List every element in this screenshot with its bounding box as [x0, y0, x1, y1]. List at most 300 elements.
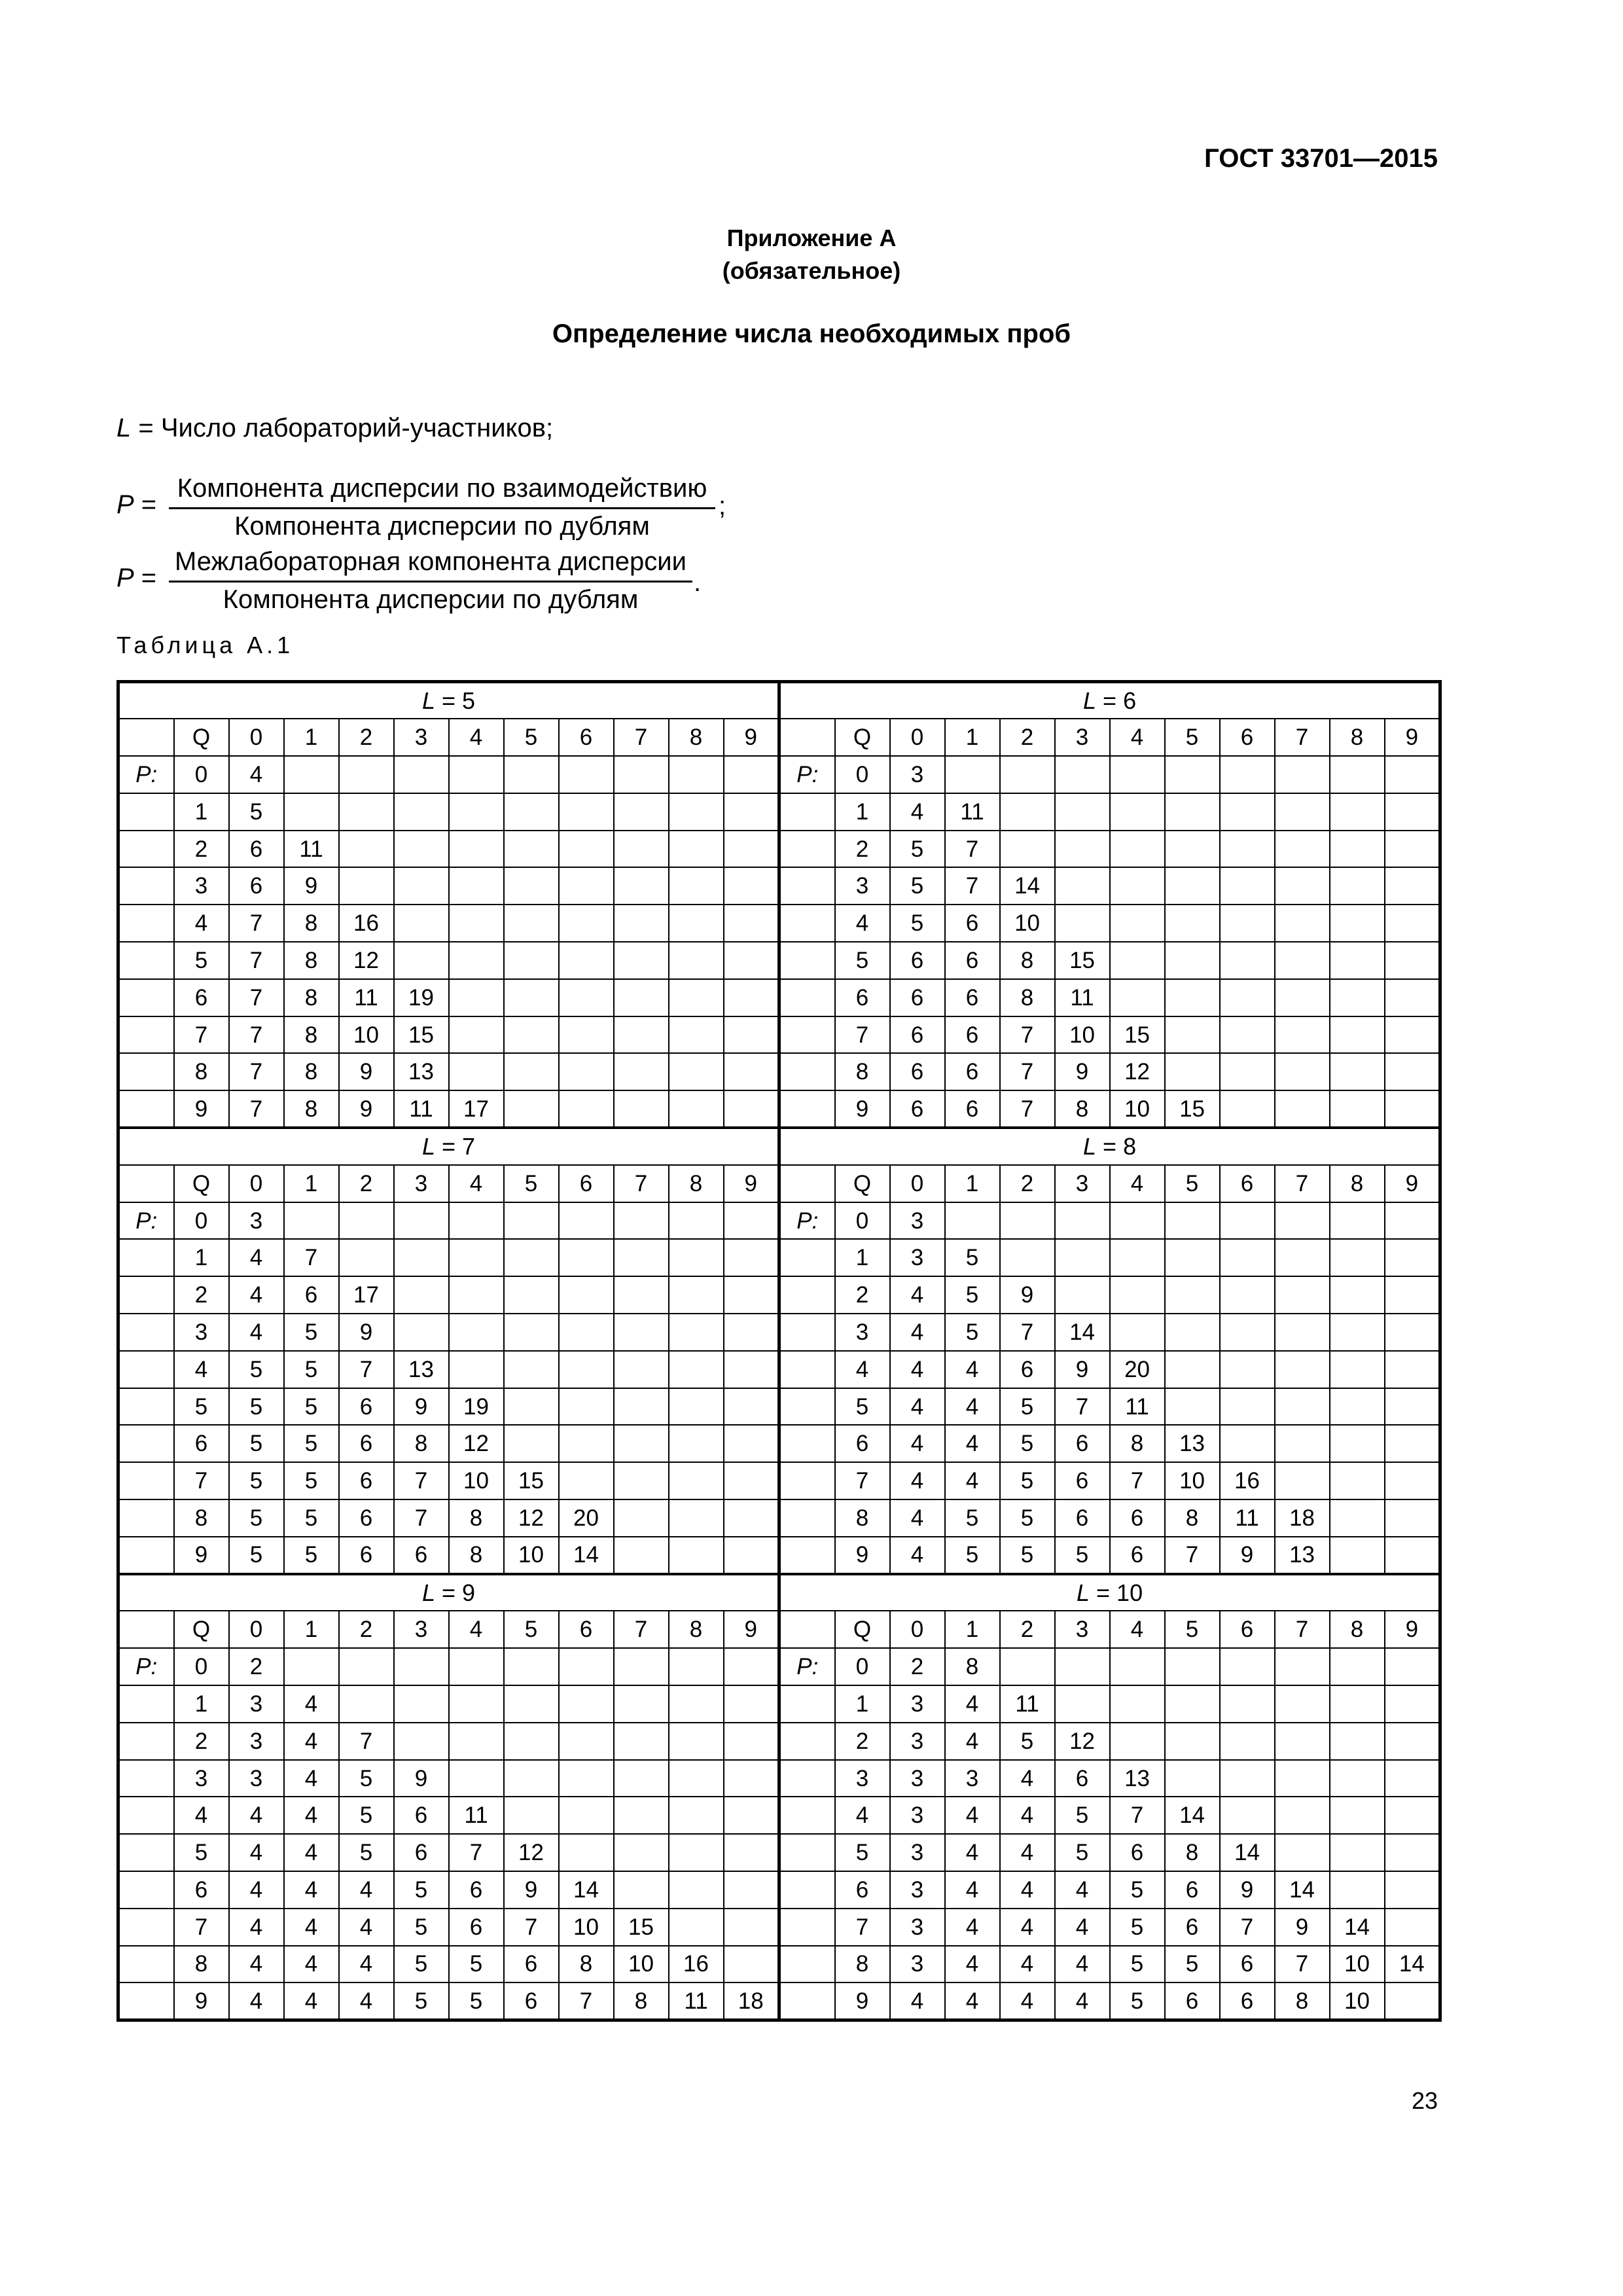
- p-value: 6: [835, 1425, 890, 1462]
- p-value: 7: [835, 1909, 890, 1946]
- sample-count: [1385, 1053, 1440, 1090]
- sample-count: [504, 1388, 559, 1426]
- sample-count: [614, 1462, 669, 1499]
- sample-count: 12: [504, 1834, 559, 1871]
- sample-count: [669, 1871, 724, 1909]
- sample-count: 4: [284, 1871, 339, 1909]
- sample-count: [1385, 1871, 1440, 1909]
- sample-count: [1000, 793, 1055, 831]
- sample-count: [504, 1239, 559, 1276]
- sample-count: 15: [1110, 1016, 1165, 1054]
- sample-count: [614, 1723, 669, 1760]
- sample-count: 6: [504, 1982, 559, 2020]
- p-value: 2: [174, 1276, 229, 1314]
- sample-count: [559, 1760, 614, 1797]
- sample-count: [339, 793, 394, 831]
- sample-count: [504, 1797, 559, 1834]
- label-cell: [118, 1053, 174, 1090]
- q-value: 7: [614, 719, 669, 756]
- l-symbol: L: [1076, 1579, 1090, 1606]
- sample-count: 15: [1165, 1090, 1220, 1128]
- label-cell: [779, 1425, 835, 1462]
- sample-count: 4: [1000, 1982, 1055, 2020]
- q-label: Q: [174, 1165, 229, 1202]
- q-value: 9: [1385, 719, 1440, 756]
- sample-count: [1275, 1202, 1330, 1240]
- sample-count: [394, 1314, 449, 1351]
- sample-count: [1275, 1760, 1330, 1797]
- sample-count: [1385, 1016, 1440, 1054]
- sample-count: [1055, 1685, 1110, 1723]
- sample-count: [559, 867, 614, 905]
- sample-count: 8: [449, 1499, 504, 1537]
- sample-count: 8: [1165, 1499, 1220, 1537]
- sample-count: [1385, 1797, 1440, 1834]
- sample-count: [724, 1909, 779, 1946]
- sample-count: 12: [339, 942, 394, 979]
- sample-count: 7: [1110, 1462, 1165, 1499]
- table-row: [118, 1053, 1440, 1090]
- sample-count: [1165, 1388, 1220, 1426]
- sample-count: 4: [339, 1871, 394, 1909]
- formula-lhs: [116, 565, 156, 591]
- sample-count: 8: [1000, 942, 1055, 979]
- p-value: 3: [835, 1314, 890, 1351]
- label-cell: [779, 1982, 835, 2020]
- p-value: 8: [174, 1946, 229, 1983]
- label-cell: [118, 793, 174, 831]
- sample-count: [1110, 756, 1165, 793]
- q-value: 9: [724, 1611, 779, 1648]
- label-cell: [118, 1946, 174, 1983]
- label-cell: [779, 1239, 835, 1276]
- sample-count: 11: [339, 979, 394, 1016]
- sample-count: [724, 1946, 779, 1983]
- sample-count: [945, 1202, 1000, 1240]
- q-value: 8: [669, 719, 724, 756]
- sample-count: 5: [229, 1499, 284, 1537]
- q-value: 2: [1000, 719, 1055, 756]
- p-value: 1: [835, 793, 890, 831]
- label-cell: [118, 1685, 174, 1723]
- p-value: 1: [174, 793, 229, 831]
- p-value: 0: [835, 1648, 890, 1685]
- sample-count: 3: [890, 1239, 945, 1276]
- formula-punctuation: ;: [719, 492, 726, 520]
- sample-count: [449, 905, 504, 942]
- q-value: 0: [890, 719, 945, 756]
- sample-count: [1385, 1982, 1440, 2020]
- sample-count: [724, 1462, 779, 1499]
- sample-count: [504, 831, 559, 868]
- q-value: 2: [1000, 1611, 1055, 1648]
- q-value: 6: [1220, 1165, 1275, 1202]
- sample-count: [1275, 1351, 1330, 1388]
- label-cell: [779, 1351, 835, 1388]
- q-value: 5: [1165, 1611, 1220, 1648]
- sample-count: 6: [339, 1425, 394, 1462]
- sample-count: [449, 867, 504, 905]
- q-value: 9: [724, 719, 779, 756]
- sample-count: [504, 1760, 559, 1797]
- sample-count: 4: [229, 1276, 284, 1314]
- p-value: 5: [835, 1388, 890, 1426]
- sample-count: 11: [284, 831, 339, 868]
- sample-count: 5: [1000, 1723, 1055, 1760]
- sample-count: [394, 942, 449, 979]
- sample-count: 4: [229, 756, 284, 793]
- sample-count: [1165, 1351, 1220, 1388]
- label-cell: [779, 1871, 835, 1909]
- label-cell: [118, 1909, 174, 1946]
- sample-count: [724, 1834, 779, 1871]
- p-value: 8: [835, 1946, 890, 1983]
- sample-count: 11: [1000, 1685, 1055, 1723]
- sample-count: [1220, 867, 1275, 905]
- sample-count: [614, 1871, 669, 1909]
- label-cell: [779, 1797, 835, 1834]
- sample-count: [449, 942, 504, 979]
- formula-interlab: [116, 543, 745, 615]
- sample-count: [614, 867, 669, 905]
- sample-count: 9: [394, 1760, 449, 1797]
- q-value: 3: [1055, 719, 1110, 756]
- table-row: [118, 1090, 1440, 1128]
- sample-count: 13: [394, 1053, 449, 1090]
- sample-count: 9: [394, 1388, 449, 1426]
- p-value: 2: [174, 1723, 229, 1760]
- sample-count: [1110, 1202, 1165, 1240]
- sample-count: [669, 1648, 724, 1685]
- label-cell: [118, 1351, 174, 1388]
- block-l-header: [779, 682, 1440, 719]
- sample-count: 19: [449, 1388, 504, 1426]
- sample-count: 4: [339, 1946, 394, 1983]
- sample-count: [1165, 1053, 1220, 1090]
- sample-count: [1220, 979, 1275, 1016]
- sample-count: [1385, 1685, 1440, 1723]
- sample-count: 4: [229, 1946, 284, 1983]
- sample-count: 9: [339, 1314, 394, 1351]
- sample-count: 7: [1110, 1797, 1165, 1834]
- block-l-header: [779, 1128, 1440, 1165]
- sample-count: [724, 979, 779, 1016]
- sample-count: 11: [1110, 1388, 1165, 1426]
- sample-count: 5: [284, 1388, 339, 1426]
- sample-count: 6: [1165, 1909, 1220, 1946]
- sample-count: 6: [1220, 1946, 1275, 1983]
- sample-count: [1385, 756, 1440, 793]
- sample-count: 10: [1330, 1946, 1385, 1983]
- sample-count: [449, 1760, 504, 1797]
- q-value: 1: [945, 1611, 1000, 1648]
- sample-count: [614, 1276, 669, 1314]
- sample-count: 10: [449, 1462, 504, 1499]
- sample-count: 5: [394, 1871, 449, 1909]
- sample-count: 5: [890, 905, 945, 942]
- sample-count: 11: [669, 1982, 724, 2020]
- sample-count: [394, 1685, 449, 1723]
- sample-count: 8: [284, 905, 339, 942]
- sample-count: 5: [1000, 1388, 1055, 1426]
- sample-count: 4: [890, 1462, 945, 1499]
- sample-count: [504, 1090, 559, 1128]
- sample-count: [559, 1425, 614, 1462]
- sample-count: 5: [1110, 1946, 1165, 1983]
- label-cell: [779, 1462, 835, 1499]
- label-cell: [118, 1537, 174, 1574]
- sample-count: [1275, 1388, 1330, 1426]
- sample-count: [669, 1723, 724, 1760]
- sample-count: [559, 1685, 614, 1723]
- p-value: 4: [835, 1797, 890, 1834]
- sample-count: [614, 1053, 669, 1090]
- p-value: 0: [174, 1202, 229, 1240]
- label-cell: [118, 979, 174, 1016]
- formula-lhs: [116, 492, 156, 518]
- sample-count: 5: [284, 1351, 339, 1388]
- formula-numerator: Компонента дисперсии по взаимодействию: [177, 474, 707, 503]
- q-value: 1: [284, 719, 339, 756]
- sample-count: 5: [229, 1537, 284, 1574]
- sample-count: [1330, 1499, 1385, 1537]
- sample-count: 6: [1110, 1537, 1165, 1574]
- label-cell: [118, 831, 174, 868]
- sample-count: [449, 1276, 504, 1314]
- sample-count: 6: [945, 1090, 1000, 1128]
- sample-count: 3: [890, 1834, 945, 1871]
- l-value: 8: [1123, 1132, 1137, 1160]
- sample-count: 6: [945, 905, 1000, 942]
- sample-count: [1165, 793, 1220, 831]
- sample-count: 14: [1220, 1834, 1275, 1871]
- sample-count: [284, 1202, 339, 1240]
- q-value: 5: [504, 719, 559, 756]
- sample-count: [1275, 867, 1330, 905]
- sample-count: 7: [229, 979, 284, 1016]
- p-value: 9: [835, 1090, 890, 1128]
- sample-count: 4: [945, 1834, 1000, 1871]
- sample-count: 5: [890, 867, 945, 905]
- table-row: [118, 1871, 1440, 1909]
- sample-count: 13: [1110, 1760, 1165, 1797]
- sample-count: [724, 905, 779, 942]
- sample-count: [559, 1314, 614, 1351]
- sample-count: [449, 1685, 504, 1723]
- table-row: [118, 1276, 1440, 1314]
- sample-count: [504, 1314, 559, 1351]
- sample-count: 4: [890, 1276, 945, 1314]
- sample-count: 4: [284, 1946, 339, 1983]
- sample-count: 5: [449, 1982, 504, 2020]
- sample-count: [1275, 905, 1330, 942]
- sample-count: [1275, 942, 1330, 979]
- sample-count: 8: [945, 1648, 1000, 1685]
- sample-count: [724, 1648, 779, 1685]
- q-value: 8: [1330, 1165, 1385, 1202]
- sample-count: [1220, 1425, 1275, 1462]
- label-cell: [118, 942, 174, 979]
- sample-count: 4: [284, 1797, 339, 1834]
- sample-count: [1110, 942, 1165, 979]
- sample-count: 12: [504, 1499, 559, 1537]
- sample-count: [1275, 831, 1330, 868]
- sample-count: [669, 1276, 724, 1314]
- label-cell: [118, 1797, 174, 1834]
- sample-count: 7: [1275, 1946, 1330, 1983]
- sample-count: [1275, 979, 1330, 1016]
- sample-count: [1330, 1723, 1385, 1760]
- q-value: 6: [1220, 1611, 1275, 1648]
- sample-count: [724, 1425, 779, 1462]
- sample-count: 7: [1000, 1090, 1055, 1128]
- sample-count: 9: [339, 1053, 394, 1090]
- sample-count: 4: [945, 1462, 1000, 1499]
- q-value: 5: [504, 1611, 559, 1648]
- q-value: 9: [1385, 1611, 1440, 1648]
- sample-count: 5: [1165, 1946, 1220, 1983]
- sample-count: 8: [559, 1946, 614, 1983]
- sample-count: [284, 756, 339, 793]
- q-value: 4: [1110, 1165, 1165, 1202]
- table-row: [118, 942, 1440, 979]
- sample-count: 15: [1055, 942, 1110, 979]
- sample-count: 5: [1000, 1537, 1055, 1574]
- sample-count: [449, 1053, 504, 1090]
- sample-count: [614, 793, 669, 831]
- sample-count: 14: [1055, 1314, 1110, 1351]
- sample-count: [669, 1909, 724, 1946]
- sample-count: 7: [1000, 1016, 1055, 1054]
- sample-count: 7: [1220, 1909, 1275, 1946]
- p-value: 8: [835, 1053, 890, 1090]
- sample-count: [1165, 756, 1220, 793]
- sample-count: [1110, 1685, 1165, 1723]
- sample-count: [1110, 867, 1165, 905]
- q-value: 2: [339, 1611, 394, 1648]
- sample-count: 4: [890, 1314, 945, 1351]
- l-symbol: L: [1083, 1132, 1097, 1160]
- sample-count: 6: [1055, 1760, 1110, 1797]
- sample-count: [1165, 1202, 1220, 1240]
- q-value: 2: [1000, 1165, 1055, 1202]
- sample-count: 14: [1165, 1797, 1220, 1834]
- sample-count: [1330, 942, 1385, 979]
- sample-count: [1165, 1276, 1220, 1314]
- sample-count: 4: [229, 1871, 284, 1909]
- data-table: [116, 680, 1442, 2022]
- sample-count: [1330, 756, 1385, 793]
- sample-count: [614, 1760, 669, 1797]
- p-value: 4: [174, 905, 229, 942]
- sample-count: [669, 1537, 724, 1574]
- sample-count: 13: [1165, 1425, 1220, 1462]
- sample-count: [284, 793, 339, 831]
- sample-count: [1330, 1314, 1385, 1351]
- sample-count: 12: [1110, 1053, 1165, 1090]
- sample-count: [1330, 1202, 1385, 1240]
- p-value: 1: [174, 1685, 229, 1723]
- sample-count: [449, 1351, 504, 1388]
- sample-count: [1165, 905, 1220, 942]
- p-value: 7: [174, 1909, 229, 1946]
- sample-count: 15: [504, 1462, 559, 1499]
- sample-count: [1220, 1276, 1275, 1314]
- q-value: 0: [229, 719, 284, 756]
- p-value: 3: [835, 1760, 890, 1797]
- q-value: 4: [449, 719, 504, 756]
- sample-count: 14: [1385, 1946, 1440, 1983]
- sample-count: [669, 1499, 724, 1537]
- sample-count: [1220, 1314, 1275, 1351]
- table-row: [118, 1239, 1440, 1276]
- sample-count: 4: [1055, 1946, 1110, 1983]
- sample-count: 6: [229, 831, 284, 868]
- sample-count: [504, 1016, 559, 1054]
- sample-count: 10: [1055, 1016, 1110, 1054]
- table-row: [118, 1537, 1440, 1574]
- sample-count: [449, 1723, 504, 1760]
- sample-count: 3: [229, 1760, 284, 1797]
- sample-count: 6: [449, 1871, 504, 1909]
- sample-count: [724, 1388, 779, 1426]
- sample-count: 6: [945, 942, 1000, 979]
- sample-count: 5: [284, 1462, 339, 1499]
- sample-count: 7: [394, 1462, 449, 1499]
- sample-count: 6: [1165, 1871, 1220, 1909]
- sample-count: [1330, 1090, 1385, 1128]
- q-value: 7: [614, 1165, 669, 1202]
- sample-count: [724, 1797, 779, 1834]
- sample-count: 6: [339, 1462, 394, 1499]
- sample-count: 15: [614, 1909, 669, 1946]
- sample-count: [1220, 1760, 1275, 1797]
- p-value: 4: [174, 1351, 229, 1388]
- sample-count: [1220, 1090, 1275, 1128]
- sample-count: [614, 979, 669, 1016]
- block-l-header: [118, 1574, 779, 1611]
- sample-count: [339, 1648, 394, 1685]
- label-cell: [779, 1053, 835, 1090]
- table-row: [118, 1685, 1440, 1723]
- sample-count: 6: [394, 1797, 449, 1834]
- sample-count: [614, 1425, 669, 1462]
- page-number: 23: [1411, 2087, 1438, 2114]
- sample-count: [614, 942, 669, 979]
- sample-count: [1165, 1723, 1220, 1760]
- sample-count: 10: [1110, 1090, 1165, 1128]
- q-value: 8: [669, 1611, 724, 1648]
- sample-count: 3: [229, 1723, 284, 1760]
- sample-count: 6: [504, 1946, 559, 1983]
- sample-count: 4: [945, 1797, 1000, 1834]
- equals-sign: =: [435, 687, 463, 714]
- sample-count: [724, 793, 779, 831]
- sample-count: 10: [1165, 1462, 1220, 1499]
- sample-count: [614, 1499, 669, 1537]
- sample-count: 6: [1055, 1499, 1110, 1537]
- sample-count: [1165, 1685, 1220, 1723]
- sample-count: [1165, 1648, 1220, 1685]
- p-value: 9: [835, 1982, 890, 2020]
- sample-count: 4: [890, 1537, 945, 1574]
- sample-count: 7: [339, 1351, 394, 1388]
- q-value: 3: [394, 719, 449, 756]
- label-cell: [118, 1499, 174, 1537]
- sample-count: 3: [890, 1871, 945, 1909]
- formula-numerator: Межлабораторная компонента дисперсии: [175, 547, 687, 576]
- sample-count: 4: [945, 1685, 1000, 1723]
